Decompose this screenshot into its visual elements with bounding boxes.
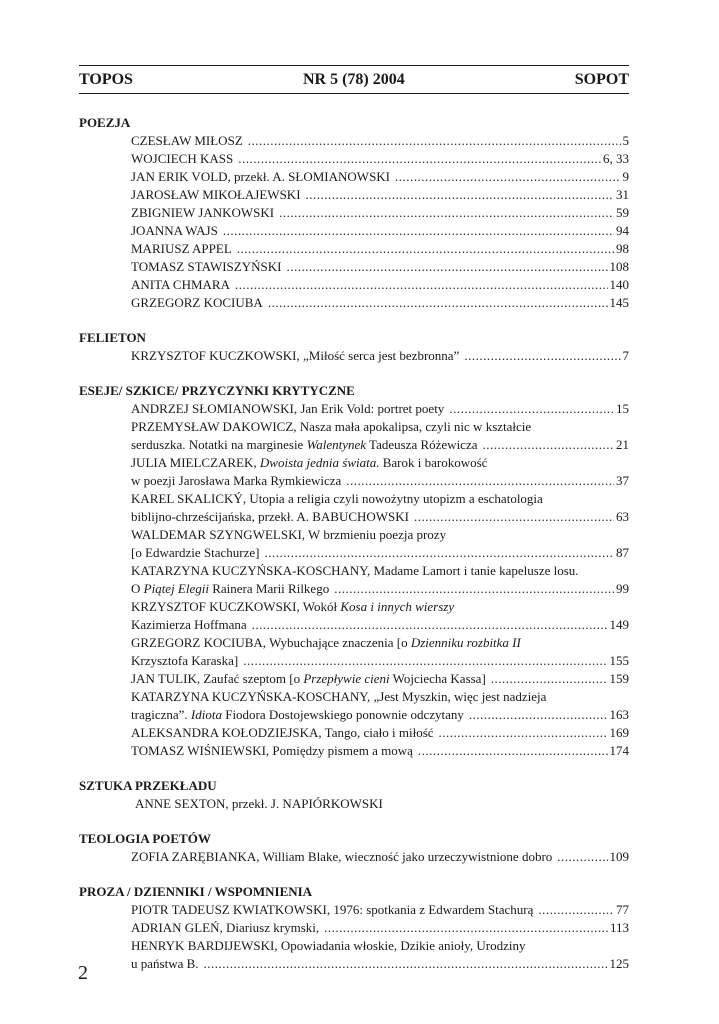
- toc-entry-line: JULIA MIELCZAREK, Dwoista jednia świata. Barok i barokowość: [131, 455, 488, 470]
- toc-entry-label: ZOFIA ZARĘBIANKA, William Blake, wieczność jako urzeczywistnione dobro: [131, 849, 553, 864]
- toc-section: [79, 883, 629, 973]
- dot-leader: [449, 400, 614, 418]
- section-title: TEOLOGIA POETÓW: [79, 831, 211, 846]
- toc-entry: [131, 400, 629, 418]
- toc-section: [79, 382, 629, 760]
- toc-entry-label: Kazimierza Hoffmana: [131, 617, 247, 632]
- toc-entry-label: WOJCIECH KASS: [131, 151, 234, 166]
- dot-leader: [268, 294, 608, 312]
- toc-entry: [131, 294, 629, 312]
- dot-leader: [395, 168, 620, 186]
- section-title: FELIETON: [79, 330, 146, 345]
- toc-page-number: 99: [616, 581, 629, 596]
- dot-leader: [557, 848, 607, 866]
- toc-page-number: 163: [609, 707, 629, 722]
- header-bottom-rule: [79, 93, 629, 94]
- toc-entry: [131, 436, 629, 454]
- toc-entry: [131, 240, 629, 258]
- section-title: POEZJA: [79, 115, 131, 130]
- dot-leader: [483, 436, 615, 454]
- dot-leader: [439, 724, 608, 742]
- toc-entry: [131, 186, 629, 204]
- toc-entry: [131, 508, 629, 526]
- toc-entry-label: ANDRZEJ SŁOMIANOWSKI, Jan Erik Vold: portret poety: [131, 401, 445, 416]
- toc-entry-label: biblijno-chrześcijańska, przekł. A. BABUCHOWSKI: [131, 509, 410, 524]
- table-of-contents: [79, 114, 629, 973]
- toc-entry-label: [o Edwardzie Stachurze]: [131, 545, 260, 560]
- toc-entry-label: KRZYSZTOF KUCZKOWSKI, „Miłość serca jest bezbronna”: [131, 348, 460, 363]
- toc-entry-label: JAROSŁAW MIKOŁAJEWSKI: [131, 187, 301, 202]
- toc-entry: [131, 132, 629, 150]
- dot-leader: [279, 204, 614, 222]
- toc-page-number: 31: [616, 187, 629, 202]
- dot-leader: [223, 222, 614, 240]
- toc-entry: [131, 150, 629, 168]
- toc-entry: [131, 258, 629, 276]
- toc-page-number: 113: [609, 920, 629, 935]
- toc-entry: [131, 670, 629, 688]
- toc-page-number: 6, 33: [603, 151, 629, 166]
- toc-entry: [131, 472, 629, 490]
- toc-entry-line: KAREL SKALICKÝ, Utopia a religia czyli nowożytny utopizm a eschatologia: [131, 491, 543, 506]
- dot-leader: [286, 258, 607, 276]
- toc-section: [79, 114, 629, 312]
- dot-leader: [334, 580, 614, 598]
- dot-leader: [346, 472, 614, 490]
- toc-entry-label: JAN ERIK VOLD, przekł. A. SŁOMIANOWSKI: [131, 169, 391, 184]
- toc-page-number: 145: [609, 295, 629, 310]
- toc-entry: [131, 347, 629, 365]
- dot-leader: [491, 670, 608, 688]
- toc-entry: [131, 706, 629, 724]
- toc-entry-line: HENRYK BARDIJEWSKI, Opowiadania włoskie, Dzikie anioły, Urodziny: [131, 938, 526, 953]
- section-title: ESEJE/ SZKICE/ PRZYCZYNKI KRYTYCZNE: [79, 383, 355, 398]
- toc-entry: [131, 580, 629, 598]
- toc-page-number: 98: [616, 241, 629, 256]
- toc-section: [79, 830, 629, 866]
- toc-entry-label: ZBIGNIEW JANKOWSKI: [131, 205, 275, 220]
- dot-leader: [265, 544, 615, 562]
- toc-entry: [131, 848, 629, 866]
- dot-leader: [324, 919, 608, 937]
- toc-entry-label: PIOTR TADEUSZ KWIATKOWSKI, 1976: spotkania z Edwardem Stachurą: [131, 902, 534, 917]
- toc-page-number: 63: [616, 509, 629, 524]
- toc-page-number: 159: [609, 671, 629, 686]
- dot-leader: [464, 347, 620, 365]
- toc-entry: [131, 222, 629, 240]
- toc-entry-line: KRZYSZTOF KUCZKOWSKI, Wokół Kosa i innych wierszy: [131, 599, 455, 614]
- toc-page-number: 109: [609, 849, 629, 864]
- toc-entry: [131, 955, 629, 973]
- toc-page-number: 15: [616, 401, 629, 416]
- toc-entry: [131, 919, 629, 937]
- header-journal-name: TOPOS: [79, 71, 133, 88]
- toc-entry-label: w poezji Jarosława Marka Rymkiewicza: [131, 473, 342, 488]
- dot-leader: [538, 901, 614, 919]
- toc-page-number: 140: [609, 277, 629, 292]
- header-issue-number: NR 5 (78) 2004: [302, 71, 405, 88]
- toc-entry: [131, 901, 629, 919]
- dot-leader: [306, 186, 614, 204]
- toc-page-number: 59: [616, 205, 629, 220]
- toc-entry-label: MARIUSZ APPEL: [131, 241, 232, 256]
- toc-entry-label: ANNE SEXTON, przekł. J. NAPIÓRKOWSKI: [135, 796, 383, 811]
- toc-entry-label: ANITA CHMARA: [131, 277, 230, 292]
- running-header: [79, 70, 629, 90]
- toc-entry-label: TOMASZ STAWISZYŃSKI: [131, 259, 282, 274]
- toc-entry: [131, 544, 629, 562]
- dot-leader: [469, 706, 608, 724]
- toc-entry: [131, 204, 629, 222]
- section-title: SZTUKA PRZEKŁADU: [79, 778, 217, 793]
- toc-entry-line: WALDEMAR SZYNGWELSKI, W brzmieniu poezja prozy: [131, 527, 447, 542]
- toc-entry: [131, 742, 629, 760]
- toc-entry-label: CZESŁAW MIŁOSZ: [131, 133, 243, 148]
- toc-page-number: 37: [616, 473, 629, 488]
- toc-entry-line: KATARZYNA KUCZYŃSKA-KOSCHANY, Madame Lamort i tanie kapelusze losu.: [131, 563, 579, 578]
- dot-leader: [238, 150, 601, 168]
- toc-page-number: 155: [609, 653, 629, 668]
- toc-entry: [131, 616, 629, 634]
- toc-page-number: 5: [622, 133, 629, 148]
- toc-entry-label: u państwa B.: [131, 956, 199, 971]
- toc-entry-label: O Piątej Elegii Rainera Marii Rilkego: [131, 581, 330, 596]
- toc-entry-label: JOANNA WAJS: [131, 223, 218, 238]
- dot-leader: [248, 132, 621, 150]
- toc-entry: [131, 795, 629, 813]
- toc-page-number: 87: [616, 545, 629, 560]
- toc-page-number: 174: [609, 743, 629, 758]
- toc-section: [79, 329, 629, 365]
- toc-page-number: 77: [616, 902, 629, 917]
- toc-page-number: 108: [609, 259, 629, 274]
- toc-entry-label: tragiczna”. Idiota Fiodora Dostojewskiego ponownie odczytany: [131, 707, 464, 722]
- dot-leader: [243, 652, 607, 670]
- header-place: SOPOT: [574, 71, 629, 88]
- dot-leader: [235, 276, 608, 294]
- toc-entry-label: ALEKSANDRA KOŁODZIEJSKA, Tango, ciało i miłość: [131, 725, 434, 740]
- toc-page-number: 94: [616, 223, 629, 238]
- dot-leader: [237, 240, 614, 258]
- toc-entry-label: ADRIAN GLEŃ, Diariusz krymski,: [131, 920, 320, 935]
- toc-page-number: 125: [609, 956, 629, 971]
- toc-entry: [131, 168, 629, 186]
- toc-page-number: 169: [609, 725, 629, 740]
- dot-leader: [418, 742, 608, 760]
- toc-entry-label: Krzysztofa Karaska]: [131, 653, 239, 668]
- toc-entry-label: TOMASZ WIŚNIEWSKI, Pomiędzy pismem a mową: [131, 743, 413, 758]
- toc-entry-line: KATARZYNA KUCZYŃSKA-KOSCHANY, „Jest Myszkin, więc jest nadzieja: [131, 689, 547, 704]
- toc-page-number: 21: [616, 437, 629, 452]
- toc-entry: [131, 724, 629, 742]
- toc-page-number: 9: [622, 169, 629, 184]
- page-number: 2: [78, 962, 88, 984]
- header-top-rule: [79, 65, 629, 66]
- dot-leader: [414, 508, 614, 526]
- toc-entry-label: serduszka. Notatki na marginesie Walentynek Tadeusza Różewicza: [131, 437, 478, 452]
- toc-page-number: 149: [609, 617, 629, 632]
- toc-entry-line: PRZEMYSŁAW DAKOWICZ, Nasza mała apokalipsa, czyli nic w kształcie: [131, 419, 532, 434]
- dot-leader: [204, 955, 608, 973]
- toc-entry: [131, 652, 629, 670]
- toc-entry-label: JAN TULIK, Zaufać szeptom [o Przepływie cieni Wojciecha Kassa]: [131, 671, 486, 686]
- dot-leader: [252, 616, 608, 634]
- section-title: PROZA / DZIENNIKI / WSPOMNIENIA: [79, 884, 313, 899]
- toc-entry: [131, 276, 629, 294]
- toc-entry-label: GRZEGORZ KOCIUBA: [131, 295, 263, 310]
- toc-section: [79, 777, 629, 813]
- toc-page-number: 7: [622, 348, 629, 363]
- toc-entry-line: GRZEGORZ KOCIUBA, Wybuchające znaczenia [o Dzienniku rozbitka II: [131, 635, 521, 650]
